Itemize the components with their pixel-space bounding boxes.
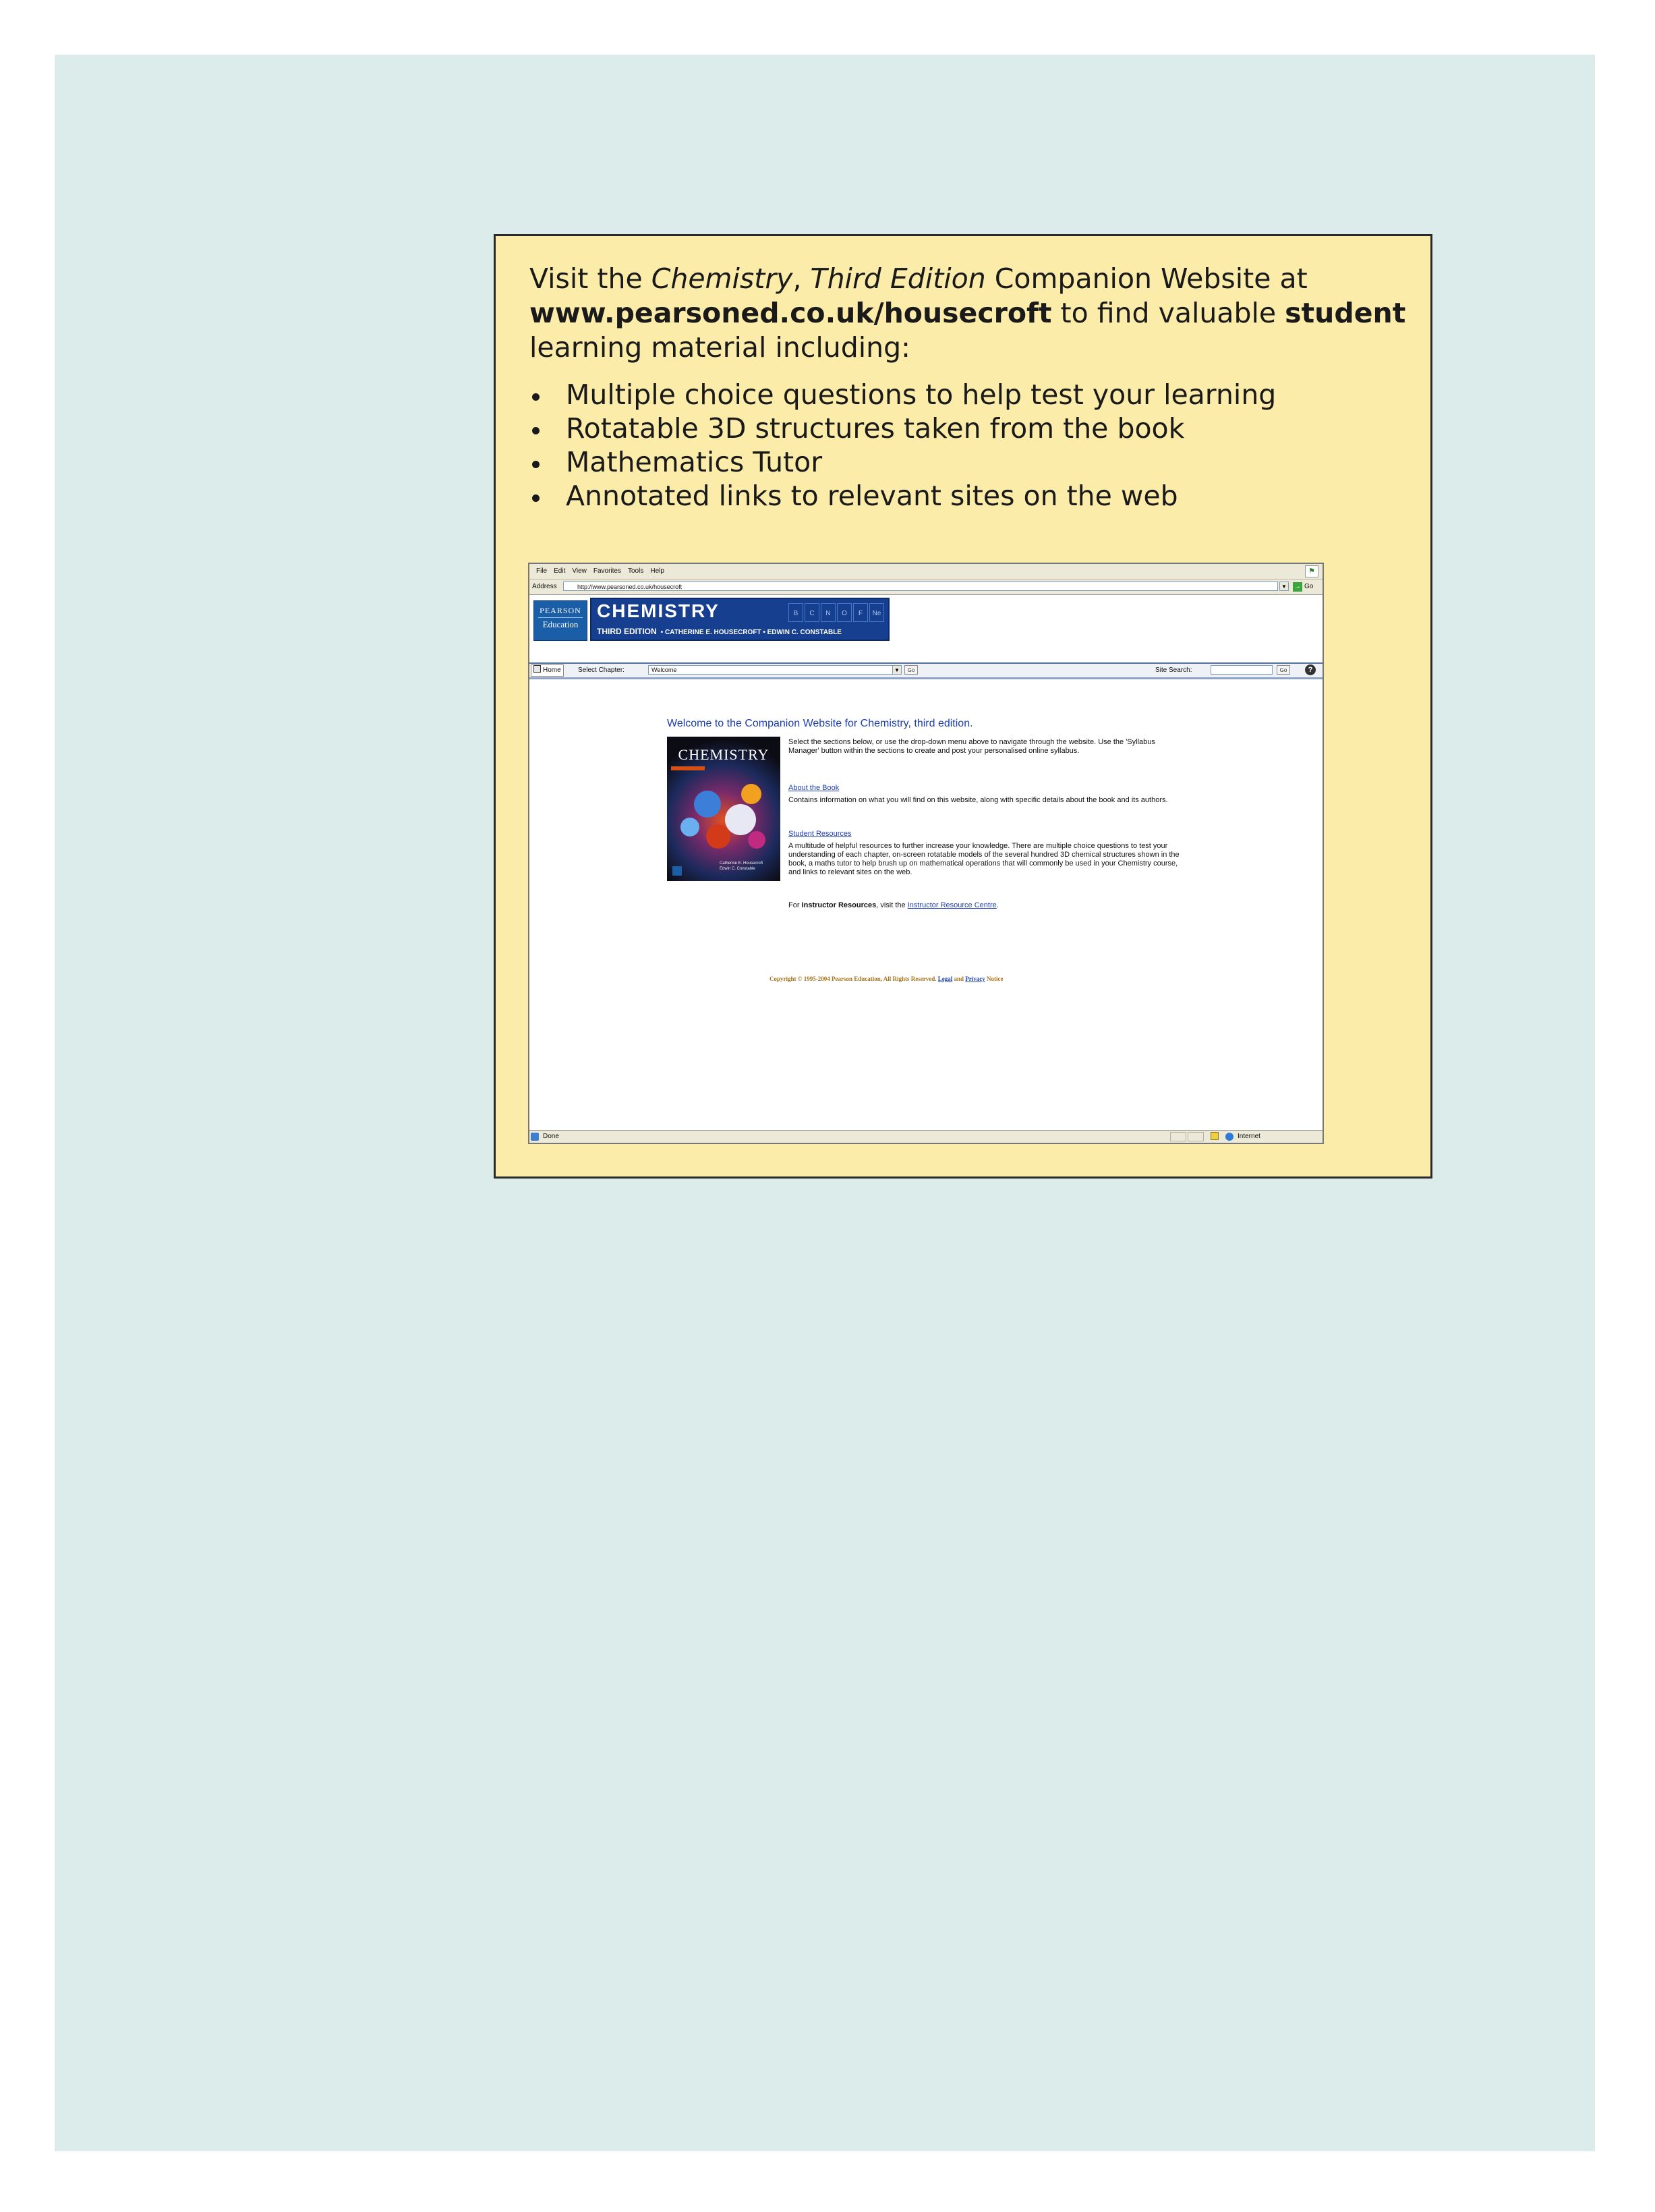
student-body-text: A multitude of helpful resources to further increase your knowledge. There are multiple choice questions to test your understanding of each chapter, on-screen rotatable models of the several hundred 3D chemical structures shown in the book, a maths tutor to help brush up on mathematical operations that will commonly be used in your Chemistry course, and links to relevant sites on the web. — [788, 842, 1180, 876]
instructor-resource-centre-link[interactable]: Instructor Resource Centre — [907, 901, 997, 909]
molecule-orb — [741, 784, 761, 804]
intro-text: to find valuable — [1051, 297, 1285, 329]
address-dropdown-icon[interactable]: ▼ — [1279, 582, 1289, 591]
windows-logo-icon: ⚑ — [1305, 565, 1318, 577]
search-go-button[interactable]: Go — [1277, 665, 1290, 675]
menu-view[interactable]: View — [572, 567, 587, 575]
edition-label: THIRD EDITION — [597, 627, 657, 636]
edition-italic: Third Edition — [810, 262, 986, 295]
about-the-book-link[interactable]: About the Book — [788, 784, 840, 792]
menu-tools[interactable]: Tools — [627, 567, 644, 575]
status-cell — [1170, 1132, 1186, 1141]
internet-zone-icon — [1225, 1133, 1233, 1141]
molecule-orb — [694, 791, 721, 818]
copyright-text: Copyright © 1995-2004 Pearson Education, All Rights Reserved. — [770, 975, 937, 982]
menu-help[interactable]: Help — [650, 567, 664, 575]
zone-text: Internet — [1238, 1133, 1260, 1140]
molecule-orb — [748, 831, 765, 849]
intro-text: Visit the — [529, 262, 651, 295]
menu-favorites[interactable]: Favorites — [593, 567, 621, 575]
site-search-input[interactable] — [1211, 665, 1273, 675]
browser-status-bar — [529, 1130, 1323, 1143]
list-item: Multiple choice questions to help test your learning — [529, 378, 1276, 412]
website-url: www.pearsoned.co.uk/housecroft — [529, 297, 1052, 329]
intro-text: , — [792, 262, 811, 295]
cover-title: CHEMISTRY — [678, 746, 770, 763]
instructor-text: For — [788, 901, 802, 909]
address-label: Address — [532, 583, 557, 590]
instructor-line — [788, 901, 1180, 910]
copyright-line — [770, 975, 1004, 982]
site-search-label: Site Search: — [1155, 667, 1192, 674]
logo-line-1: PEARSON — [538, 604, 583, 618]
list-item: Rotatable 3D structures taken from the book — [529, 412, 1276, 445]
intro-text: Companion Website at — [985, 262, 1308, 295]
element-cell: B — [788, 603, 803, 622]
chevron-down-icon[interactable]: ▼ — [892, 665, 902, 675]
browser-screenshot — [528, 563, 1324, 1144]
intro-paragraph — [529, 262, 1406, 365]
privacy-link[interactable]: Privacy — [965, 975, 985, 982]
banner-title: CHEMISTRY — [597, 600, 720, 621]
element-cell: F — [853, 603, 868, 622]
legal-link[interactable]: Legal — [937, 975, 953, 982]
menu-edit[interactable]: Edit — [554, 567, 566, 575]
molecule-orb — [706, 824, 730, 849]
copyright-text: and — [954, 975, 964, 982]
home-button[interactable] — [531, 664, 564, 677]
logo-line-2: Education — [542, 619, 579, 629]
status-cell — [1188, 1132, 1204, 1141]
chapter-select[interactable]: Welcome — [648, 665, 902, 675]
pearson-logo[interactable] — [533, 600, 587, 641]
status-text: Done — [543, 1133, 559, 1140]
cover-edition-badge — [671, 766, 705, 770]
address-input[interactable]: http://www.pearsoned.co.uk/housecroft — [563, 582, 1278, 591]
banner-edition — [597, 626, 842, 638]
select-chapter-label: Select Chapter: — [578, 667, 625, 674]
element-cell: C — [805, 603, 819, 622]
periodic-table-strip — [787, 603, 884, 622]
molecule-orb — [725, 804, 756, 835]
book-title-italic: Chemistry — [651, 262, 793, 295]
menu-file[interactable]: File — [536, 567, 548, 575]
element-cell: N — [821, 603, 836, 622]
molecule-orb — [680, 818, 699, 836]
chemistry-banner — [590, 598, 890, 641]
about-body-text: Contains information on what you will find on this website, along with specific details about the book and its authors. — [788, 796, 1168, 804]
list-item: Annotated links to relevant sites on the web — [529, 479, 1276, 513]
book-cover-image — [667, 737, 780, 881]
go-label: Go — [1304, 583, 1314, 590]
go-arrow-icon: → — [1294, 583, 1301, 590]
instructor-bold: Instructor Resources — [801, 901, 877, 909]
element-cell: O — [837, 603, 852, 622]
element-cell: Ne — [869, 603, 884, 622]
intro-body-text: Select the sections below, or use the drop-down menu above to navigate through the website. Use the 'Syllabus Manager' button within the sections to create and post your personalised online syllabus. — [788, 738, 1155, 755]
copyright-text: Notice — [987, 975, 1004, 982]
student-resources-link[interactable]: Student Resources — [788, 830, 852, 838]
instructor-text: . — [996, 901, 999, 909]
home-icon — [533, 665, 541, 673]
address-bar — [529, 579, 1323, 595]
site-header — [529, 595, 1323, 654]
companion-website-box — [494, 234, 1432, 1179]
home-label: Home — [543, 667, 561, 674]
browser-menu-bar — [529, 564, 1323, 579]
instructor-text: , visit the — [876, 901, 908, 909]
list-item: Mathematics Tutor — [529, 445, 1276, 479]
welcome-heading: Welcome to the Companion Website for Chemistry, third edition. — [667, 718, 973, 729]
page-done-icon — [531, 1133, 539, 1141]
intro-text: learning material including: — [529, 331, 910, 364]
help-icon[interactable]: ? — [1305, 664, 1316, 675]
cover-publisher-logo — [672, 866, 682, 876]
chapter-go-button[interactable]: Go — [904, 665, 918, 675]
lock-icon — [1211, 1132, 1219, 1140]
student-bold: student — [1285, 297, 1406, 329]
cover-authors: Catherine E. Housecroft Edwin C. Constable — [720, 861, 763, 871]
go-button[interactable] — [1293, 582, 1313, 592]
feature-list — [529, 378, 1276, 513]
banner-authors: • CATHERINE E. HOUSECROFT • EDWIN C. CONSTABLE — [660, 629, 842, 636]
site-nav-bar — [529, 662, 1323, 679]
